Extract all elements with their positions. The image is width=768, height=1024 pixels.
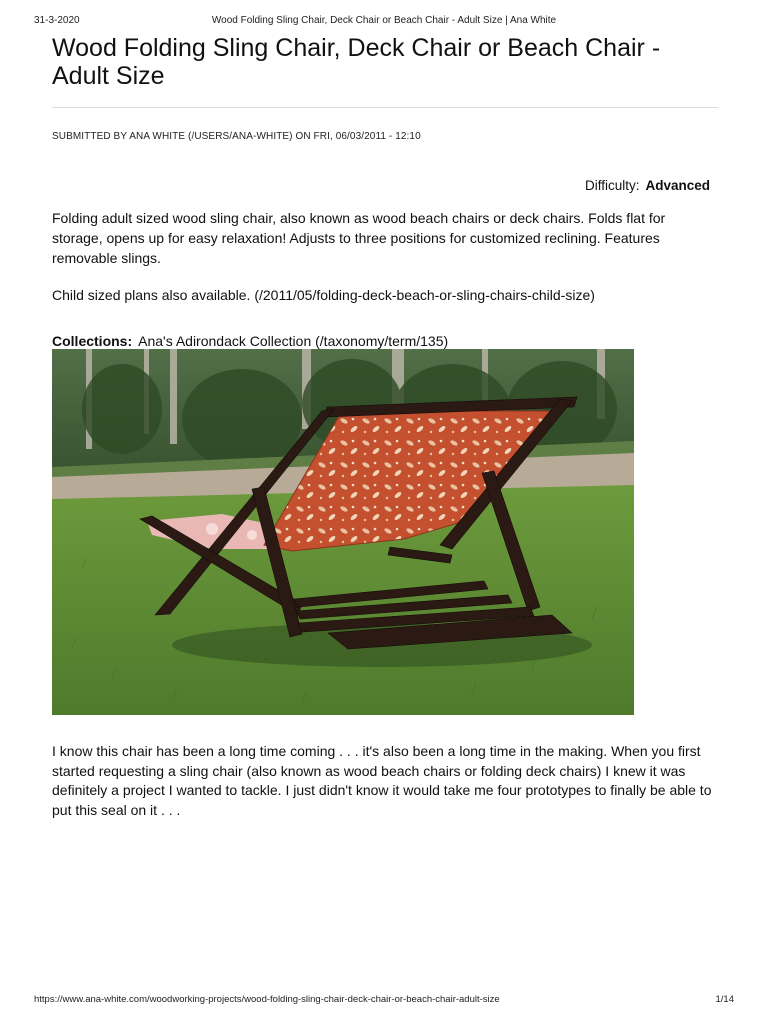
submitted-by-line: SUBMITTED BY ANA WHITE (/USERS/ANA-WHITE) ON FRI, 06/03/2011 - 12:10 xyxy=(52,131,421,142)
print-date: 31-3-2020 xyxy=(34,15,80,26)
title-divider xyxy=(52,107,718,108)
page-number: 1/14 xyxy=(715,994,734,1005)
difficulty xyxy=(585,178,710,193)
collections-link[interactable]: Ana's Adirondack Collection (/taxonomy/term/135) xyxy=(138,333,449,349)
print-footer xyxy=(34,994,734,1008)
difficulty-label: Difficulty: xyxy=(584,178,640,193)
collections-label: Collections: xyxy=(52,333,133,349)
print-header xyxy=(34,15,734,31)
print-document-title: Wood Folding Sling Chair, Deck Chair or Beach Chair - Adult Size | Ana White xyxy=(211,15,557,26)
difficulty-value: Advanced xyxy=(645,178,710,193)
print-url: https://www.ana-white.com/woodworking-projects/wood-folding-sling-chair-deck-chair-or-beach-chair-adult-size xyxy=(34,994,500,1005)
page-title: Wood Folding Sling Chair, Deck Chair or Beach Chair - Adult Size xyxy=(52,34,661,90)
chair-photo xyxy=(52,349,634,715)
intro-paragraph: Folding adult sized wood sling chair, also known as wood beach chairs or deck chairs. Folds flat for storage, opens up for easy relaxation! Adjusts to three positions for customized reclining. Features removable slings. xyxy=(52,210,666,266)
child-plans-link[interactable]: Child sized plans also available. (/2011/05/folding-deck-beach-or-sling-chairs-child-size) xyxy=(52,287,595,303)
collections xyxy=(52,331,448,351)
article-body-paragraph: I know this chair has been a long time coming . . . it's also been a long time in the making. When you first started requesting a sling chair (also known as wood beach chairs or folding deck chairs) I knew it was definitely a project I wanted to tackle. I just didn't know it would take me four prototypes to finally be able to put this seal on it . . . xyxy=(52,743,712,818)
